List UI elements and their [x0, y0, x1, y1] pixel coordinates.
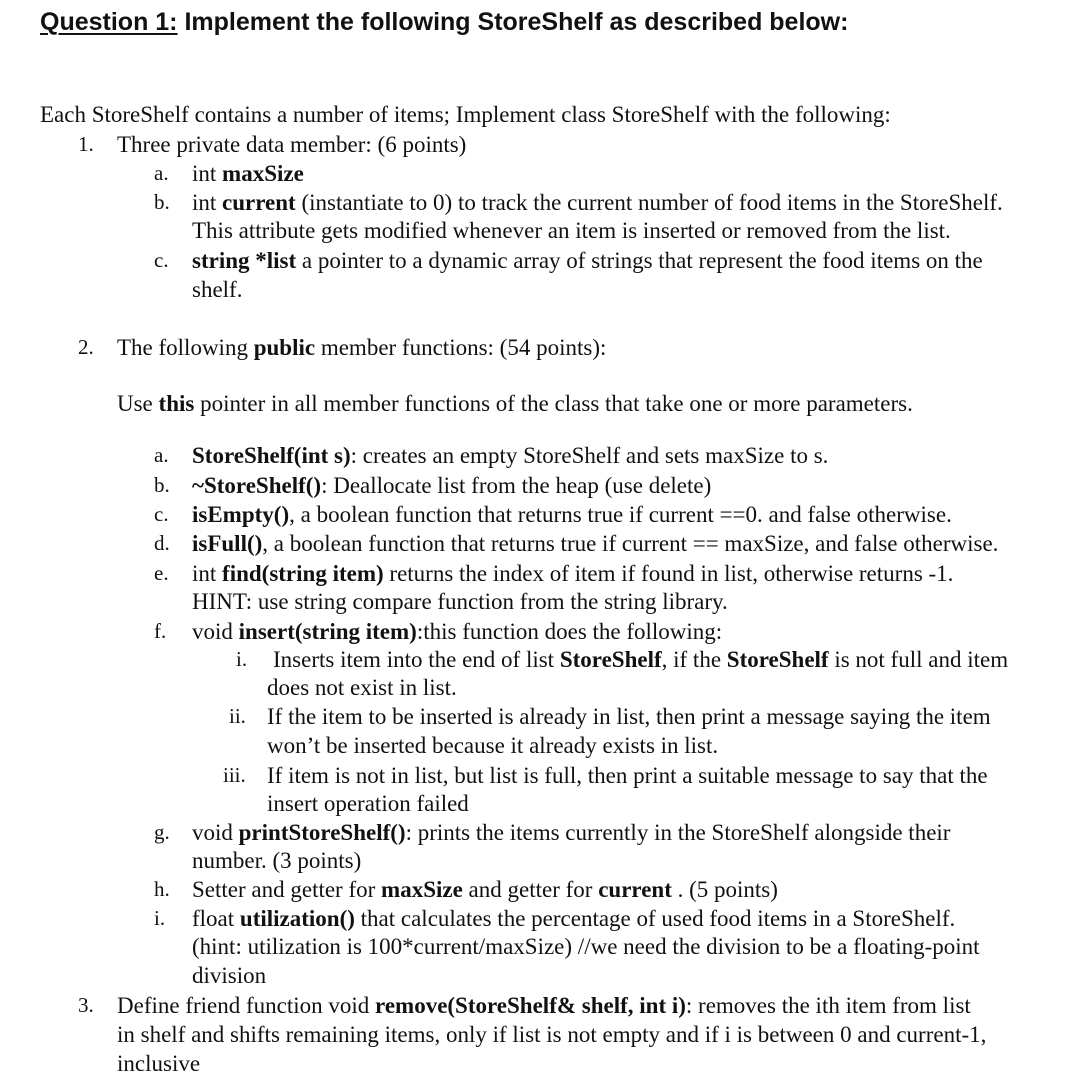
- s2-i-text: float utilization() that calculates the percentage of used food items in a StoreShelf.: [192, 906, 956, 931]
- section-3-text-end: inclusive: [117, 1051, 201, 1076]
- s2-c-text: isEmpty(), a boolean function that returns true if current ==0. and false otherwise.: [192, 502, 952, 527]
- s2-e-marker: e.: [154, 561, 169, 585]
- s2-f-i-marker: i.: [236, 647, 248, 671]
- s1-c-text: string *list a pointer to a dynamic array of strings that represent the food items on the: [192, 248, 983, 273]
- s2-a-marker: a.: [154, 443, 169, 467]
- s1-b-text-cont: This attribute gets modified whenever an item is inserted or removed from the list.: [192, 218, 951, 243]
- s1-a-text: int maxSize: [192, 161, 304, 186]
- s1-b-marker: b.: [154, 190, 170, 214]
- s2-d-marker: d.: [154, 531, 170, 555]
- s2-f-i-text-cont: does not exist in list.: [267, 675, 457, 700]
- s1-a-marker: a.: [154, 161, 169, 185]
- use-this-note: Use this pointer in all member functions of the class that take one or more parameters.: [117, 391, 913, 416]
- s2-e-hint: HINT: use string compare function from the string library.: [192, 589, 728, 614]
- s2-f-ii-text: If the item to be inserted is already in list, then print a message saying the item: [267, 704, 991, 729]
- question-number: Question 1:: [40, 8, 178, 36]
- s2-f-iii-text-cont: insert operation failed: [267, 791, 469, 816]
- s2-g-text-cont: number. (3 points): [192, 848, 362, 873]
- s1-b-text: int current (instantiate to 0) to track the current number of food items in the StoreShelf.: [192, 190, 1003, 215]
- section-2-text: The following public member functions: (54 points):: [117, 335, 607, 360]
- s2-f-ii-marker: ii.: [229, 704, 246, 728]
- section-2-number: 2.: [78, 335, 94, 359]
- intro-text: Each StoreShelf contains a number of items; Implement class StoreShelf with the following:: [40, 102, 891, 127]
- section-3-text: Define friend function void remove(StoreShelf& shelf, int i): removes the ith item from list: [117, 993, 971, 1018]
- s2-i-text-cont: division: [192, 963, 267, 988]
- s2-c-marker: c.: [154, 502, 169, 526]
- section-3-text-cont: in shelf and shifts remaining items, only if list is not empty and if i is between 0 and current-1,: [117, 1022, 987, 1047]
- s2-d-text: isFull(), a boolean function that returns true if current == maxSize, and false otherwise.: [192, 531, 999, 556]
- section-1-number: 1.: [78, 132, 94, 156]
- s2-f-iii-marker: iii.: [223, 763, 246, 787]
- s2-f-i-text: Inserts item into the end of list StoreShelf, if the StoreShelf is not full and item: [273, 647, 1009, 672]
- s2-a-text: StoreShelf(int s): creates an empty StoreShelf and sets maxSize to s.: [192, 443, 829, 468]
- s2-f-marker: f.: [154, 619, 167, 643]
- section-1-text: Three private data member: (6 points): [117, 132, 467, 157]
- s2-i-marker: i.: [154, 906, 166, 930]
- s2-g-marker: g.: [154, 820, 170, 844]
- s2-h-marker: h.: [154, 877, 170, 901]
- s2-b-text: ~StoreShelf(): Deallocate list from the heap (use delete): [192, 473, 712, 498]
- question-title: Implement the following StoreShelf as described below:: [177, 8, 849, 36]
- s2-f-ii-text-cont: won’t be inserted because it already exists in list.: [267, 733, 719, 758]
- question-heading: [40, 8, 848, 37]
- s1-c-marker: c.: [154, 248, 169, 272]
- s2-f-text: void insert(string item):this function does the following:: [192, 619, 723, 644]
- s2-f-iii-text: If item is not in list, but list is full, then print a suitable message to say that the: [267, 763, 988, 788]
- s2-e-text: int find(string item) returns the index of item if found in list, otherwise returns -1.: [192, 561, 954, 586]
- s2-g-text: void printStoreShelf(): prints the items currently in the StoreShelf alongside their: [192, 820, 951, 845]
- s2-b-marker: b.: [154, 473, 170, 497]
- s1-c-text-cont: shelf.: [192, 277, 243, 302]
- s2-i-hint: (hint: utilization is 100*current/maxSize) //we need the division to be a floating-point: [192, 934, 980, 959]
- section-3-number: 3.: [78, 993, 94, 1017]
- s2-h-text: Setter and getter for maxSize and getter for current . (5 points): [192, 877, 778, 902]
